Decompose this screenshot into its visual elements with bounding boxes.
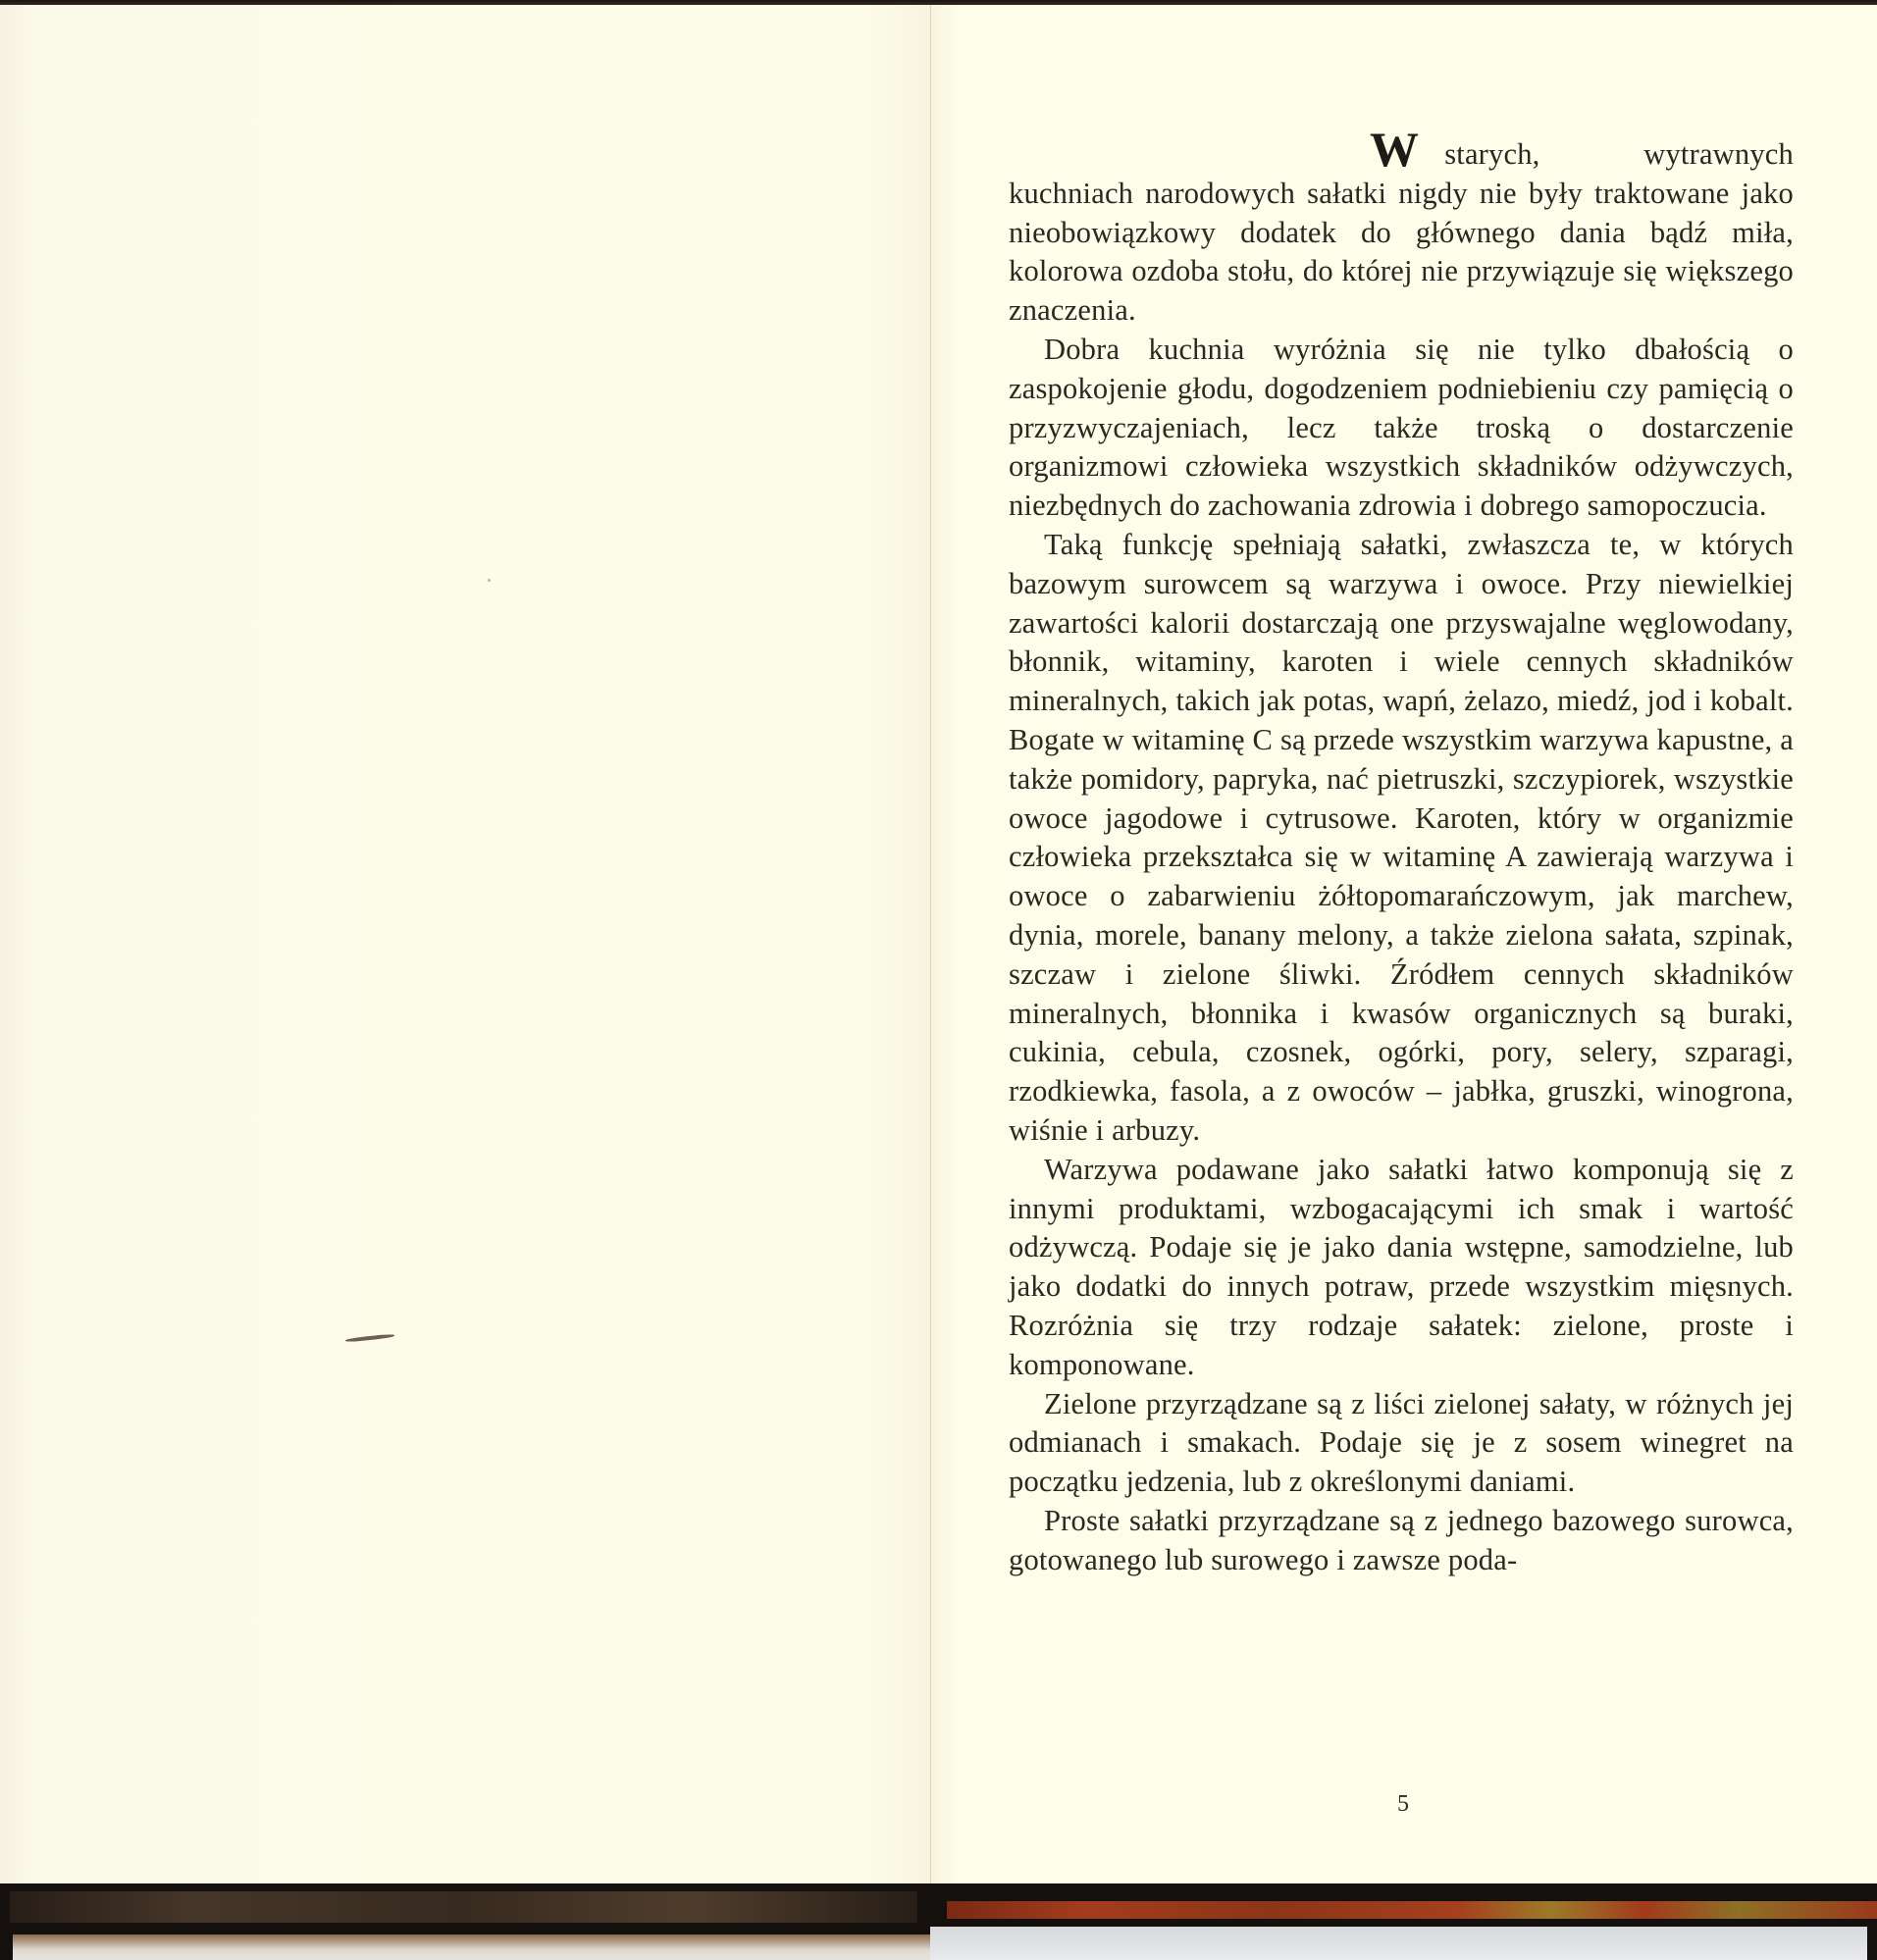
- paragraph-6: Proste sałatki przyrządzane są z jednego bazowego surowca, gotowanego lub surowego i zawsze poda-: [1009, 1503, 1794, 1576]
- paragraph-1-text: starych, wytrawnych kuchniach narodowych sałatki nigdy nie były traktowane jako nieobowiązkowy dodatek do głównego dania bądź miła, kolorowa ozdoba stołu, do której nie przywiązuje się większego znaczenia.: [1009, 137, 1794, 328]
- paragraph-5: Zielone przyrządzane są z liści zielonej sałaty, w różnych jej odmianach i smakach. Podaje się je z sosem winegret na początku jedzenia, lub z określonymi daniami.: [1009, 1386, 1794, 1499]
- ink-smudge-mark: [345, 1333, 394, 1342]
- paper-speck: [488, 579, 491, 582]
- cover-edge-right: [947, 1901, 1877, 1919]
- paragraph-4: Warzywa podawane jako sałatki łatwo komponują się z innymi produktami, wzbogacającymi ich smak i wartość odżywczą. Podaje się je jako dania wstępne, samodzielne, lub jako dodatki do innych potraw, przede wszystkim mięsnych. Rozróżnia się trzy rodzaje sałatek: zielone, proste i komponowane.: [1009, 1152, 1794, 1381]
- scanner-bed-right: [930, 1927, 1867, 1960]
- paragraph-2: Dobra kuchnia wyróżnia się nie tylko dbałością o zaspokojenie głodu, dogodzeniem podniebieniu czy pamięcią o przyzwyczajeniach, lecz także troską o dostarczenie organizmowi człowieka wszystkich składników odżywczych, niezbędnych do zachowania zdrowia i dobrego samopoczucia.: [1009, 332, 1794, 523]
- spine-gutter: [930, 5, 931, 1888]
- cover-edge-left: [10, 1891, 917, 1923]
- scanner-bed-left: [13, 1934, 930, 1960]
- paragraph-3: Taką funkcję spełniają sałatki, zwłaszcza te, w których bazowym surowcem są warzywa i owoce. Przy niewielkiej zawartości kalorii dostarczają one przyswajalne węglowodany, błonnik, witaminy, karoten i wiele cennych składników mineralnych, takich jak potas, wapń, żelazo, miedź, jod i kobalt. Bogate w witaminę C są przede wszystkim warzywa kapustne, a także pomidory, papryka, nać pietruszki, szczypiorek, wszystkie owoce jagodowe i cytrusowe. Karoten, który w organizmie człowieka przekształca się w witaminę A zawierają warzywa i owoce o zabarwieniu żółtopomarańczowym, jak marchew, dynia, morele, banany melony, a także zielona sałata, szpinak, szczaw i zielone śliwki. Źródłem cennych składników mineralnych, błonnika i kwasów organicznych są buraki, cukinia, cebula, czosnek, ogórki, pory, selery, szparagi, rzodkiewka, fasola, a z owoców – jabłka, gruszki, winogrona, wiśnie i arbuzy.: [1009, 527, 1794, 1147]
- drop-cap: W: [1370, 122, 1420, 177]
- left-page-blank: [0, 5, 930, 1888]
- paragraph-1: [1009, 122, 1794, 331]
- page-body-text: [1009, 122, 1794, 1579]
- page-number: 5: [1397, 1791, 1409, 1817]
